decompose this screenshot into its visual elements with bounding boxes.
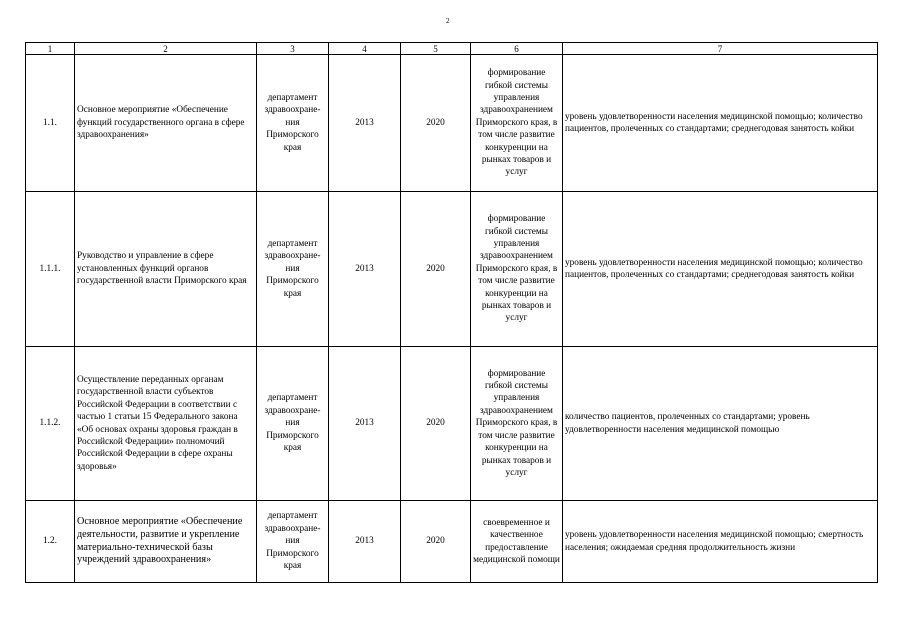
activity-name: Осуществление переданных органам государственной власти субъектов Российской Федерации в соответствии с частью 1 статьи 15 Федерального закона «Об основах охраны здоровья граждан в Российской Федерации» полномочий Российской Федерации в сфере охраны здоровья» [75, 347, 257, 501]
target-indicators: количество пациентов, пролеченных со стандартами; уровень удовлетворенности населения медицинской помощью [563, 347, 878, 501]
activity-name: Основное мероприятие «Обеспечение деятельности, развитие и укрепление материально-технической базы учреждений здравоохранения» [75, 501, 257, 583]
activity-number: 1.2. [26, 501, 75, 583]
activity-number: 1.1. [26, 55, 75, 192]
end-year: 2020 [401, 501, 471, 583]
target-indicators: уровень удовлетворенности населения медицинской помощью; смертность населения; ожидаемая средняя продолжительность жизни [563, 501, 878, 583]
activity-name: Руководство и управление в сфере установленных функций органов государственной власти Приморского края [75, 192, 257, 347]
column-header: 4 [329, 43, 401, 55]
table-row [26, 347, 878, 501]
expected-result: своевременное и качественное предоставление медицинской помощи [471, 501, 563, 583]
table-row [26, 192, 878, 347]
start-year: 2013 [329, 55, 401, 192]
activity-number: 1.1.1. [26, 192, 75, 347]
end-year: 2020 [401, 55, 471, 192]
column-header: 1 [26, 43, 75, 55]
end-year: 2020 [401, 192, 471, 347]
page-number: 2 [446, 17, 450, 25]
table-header-row [26, 43, 878, 55]
target-indicators: уровень удовлетворенности населения медицинской помощью; количество пациентов, пролеченных со стандартами; среднегодовая занятость койки [563, 192, 878, 347]
responsible-department: департамент здравоохране-ния Приморского края [257, 501, 329, 583]
column-header: 7 [563, 43, 878, 55]
column-header: 5 [401, 43, 471, 55]
expected-result: формирование гибкой системы управления здравоохранением Приморского края, в том числе развитие конкуренции на рынках товаров и услуг [471, 55, 563, 192]
table-row [26, 501, 878, 583]
activity-number: 1.1.2. [26, 347, 75, 501]
responsible-department: департамент здравоохране-ния Приморского края [257, 347, 329, 501]
expected-result: формирование гибкой системы управления здравоохранением Приморского края, в том числе развитие конкуренции на рынках товаров и услуг [471, 192, 563, 347]
column-header: 2 [75, 43, 257, 55]
column-header: 6 [471, 43, 563, 55]
target-indicators: уровень удовлетворенности населения медицинской помощью; количество пациентов, пролеченных со стандартами; среднегодовая занятость койки [563, 55, 878, 192]
activity-name: Основное мероприятие «Обеспечение функций государственного органа в сфере здравоохранения» [75, 55, 257, 192]
program-activities-table [25, 42, 878, 583]
column-header: 3 [257, 43, 329, 55]
end-year: 2020 [401, 347, 471, 501]
responsible-department: департамент здравоохране-ния Приморского края [257, 192, 329, 347]
table-row [26, 55, 878, 192]
expected-result: формирование гибкой системы управления здравоохранением Приморского края, в том числе развитие конкуренции на рынках товаров и услуг [471, 347, 563, 501]
responsible-department: департамент здравоохране-ния Приморского края [257, 55, 329, 192]
start-year: 2013 [329, 347, 401, 501]
start-year: 2013 [329, 501, 401, 583]
start-year: 2013 [329, 192, 401, 347]
